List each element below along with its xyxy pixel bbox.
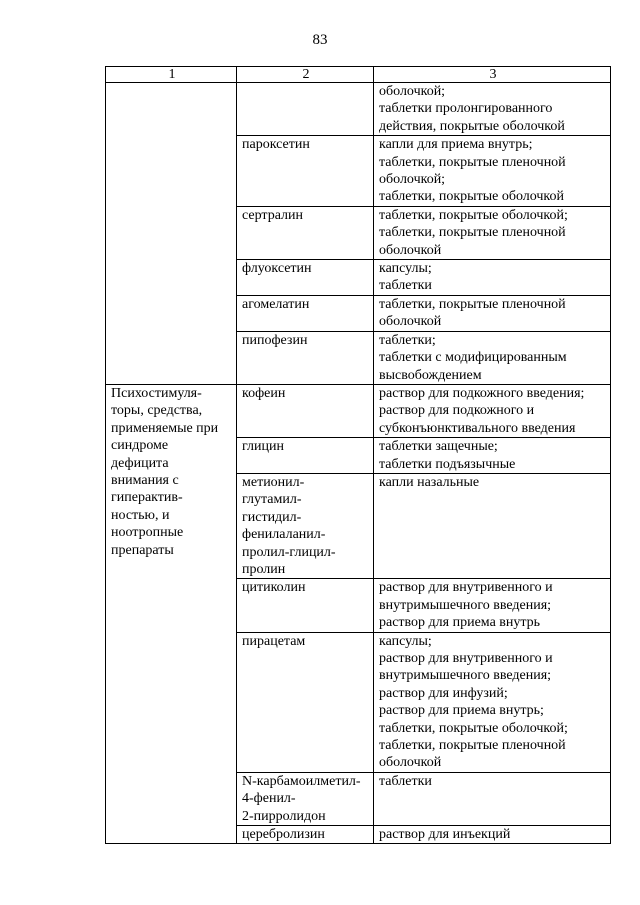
drug-name-line: глицин [242,439,284,455]
dosage-form-line: таблетки пролонгированного [379,101,553,117]
dosage-form-line: таблетки, покрытые пленочной [379,154,566,170]
group-name-line: применяемые при [111,420,219,436]
dosage-form-line: таблетки; [379,332,436,348]
group-name-line: внимания с [111,472,179,488]
table-header-row [106,67,611,83]
group-name-cell [106,384,237,844]
dosage-form-line: таблетки защечные; [379,439,498,455]
dosage-forms-cell [374,331,611,384]
dosage-form-line: капли назальные [379,474,480,490]
drug-name-line: пролин [242,561,286,577]
dosage-forms-cell [374,136,611,207]
dosage-form-line: высвобождением [379,367,482,383]
dosage-form-line: оболочкой [379,314,442,330]
dosage-form-line: внутримышечного введения; [379,668,552,684]
dosage-forms-cell [374,206,611,259]
group-name-line: торы, средства, [111,403,203,419]
dosage-forms-cell [374,826,611,844]
dosage-form-line: таблетки [379,278,432,294]
group-cell-continued [106,83,237,385]
dosage-form-line: таблетки [379,773,432,789]
drug-table-body [106,67,611,844]
drug-name-cell [237,438,374,474]
drug-name-cell [237,331,374,384]
group-name-line: ноотропные [111,525,184,541]
drug-name-line: 2-пирролидон [242,808,326,824]
dosage-form-line: таблетки с модифицированным [379,350,567,366]
dosage-form-line: раствор для внутривенного и [379,651,553,666]
dosage-forms-cell [374,438,611,474]
dosage-form-line: раствор для подкожного введения; [379,385,585,401]
dosage-forms-cell [374,295,611,331]
dosage-form-line: раствор для инфузий; [379,685,508,701]
drug-name-cell [237,632,374,772]
dosage-form-line: оболочкой [379,242,442,258]
table-row [106,384,611,437]
drug-name-line: флуоксетин [242,261,312,277]
dosage-forms-cell [374,83,611,136]
drug-name-cell [237,83,374,136]
drug-name-cell [237,136,374,207]
dosage-form-line: таблетки, покрытые пленочной [379,296,566,312]
drug-name-line: пароксетин [242,137,310,153]
dosage-form-line: раствор для подкожного и [379,403,535,419]
drug-name-line: сертралин [242,207,304,223]
drug-name-line: метионил- [242,474,305,490]
group-name-line: синдроме [111,438,169,454]
drug-name-cell [237,206,374,259]
dosage-forms-cell [374,384,611,437]
group-name-line: Психостимуля- [111,385,202,401]
dosage-form-line: оболочкой; [379,172,446,188]
drug-name-line: N-карбамоилметил- [242,773,361,789]
drug-name-cell [237,384,374,437]
header-col-3: 3 [374,67,611,83]
drug-name-cell [237,579,374,632]
group-name-line: гиперактив- [111,490,183,506]
dosage-forms-cell [374,473,611,578]
drug-name-line: агомелатин [242,296,310,312]
dosage-form-line: раствор для внутривенного и [379,580,553,596]
drug-name-cell [237,772,374,825]
drug-name-cell [237,473,374,578]
table-row [106,83,611,136]
dosage-form-line: таблетки, покрытые пленочной [379,738,566,754]
drug-name-line: фенилаланил- [242,527,326,543]
page-number: 83 [312,32,328,48]
dosage-form-line: субконъюнктивального введения [379,420,576,436]
dosage-form-line: оболочкой [379,755,442,771]
dosage-forms-cell [374,772,611,825]
dosage-form-line: оболочкой; [379,84,446,99]
drug-name-line: пипофезин [242,332,308,348]
dosage-form-line: таблетки подъязычные [379,456,516,472]
drug-name-cell [237,260,374,296]
dosage-form-line: раствор для приема внутрь [379,615,541,631]
dosage-form-line: капсулы; [379,261,432,277]
dosage-form-line: таблетки, покрытые пленочной [379,225,566,241]
dosage-form-line: раствор для инъекций [379,827,511,843]
group-name-line: дефицита [111,455,169,471]
dosage-form-line: капсулы; [379,633,432,649]
drug-name-line: гистидил- [242,509,302,525]
dosage-form-line: внутримышечного введения; [379,597,552,613]
group-name-line: ностью, и [111,507,170,523]
dosage-forms-cell [374,632,611,772]
header-col-1: 1 [106,67,237,83]
dosage-form-line: раствор для приема внутрь; [379,703,544,719]
drug-name-line: пирацетам [242,633,306,649]
drug-name-line: 4-фенил- [242,791,296,807]
dosage-form-line: таблетки, покрытые оболочкой; [379,720,568,736]
drug-name-line: цитиколин [242,580,306,596]
drug-name-cell [237,826,374,844]
drug-name-line: пролил-глицил- [242,544,336,560]
dosage-forms-cell [374,260,611,296]
drug-name-cell [237,295,374,331]
dosage-form-line: капли для приема внутрь; [379,137,533,153]
drug-table [105,66,611,844]
group-name-line: препараты [111,542,174,558]
drug-name-line: глутамил- [242,492,302,508]
dosage-form-line: таблетки, покрытые оболочкой; [379,207,568,223]
dosage-form-line: действия, покрытые оболочкой [379,118,565,134]
dosage-forms-cell [374,579,611,632]
header-col-2: 2 [237,67,374,83]
drug-name-line: кофеин [242,385,286,401]
drug-name-line: церебролизин [242,827,325,843]
dosage-form-line: таблетки, покрытые оболочкой [379,189,565,205]
